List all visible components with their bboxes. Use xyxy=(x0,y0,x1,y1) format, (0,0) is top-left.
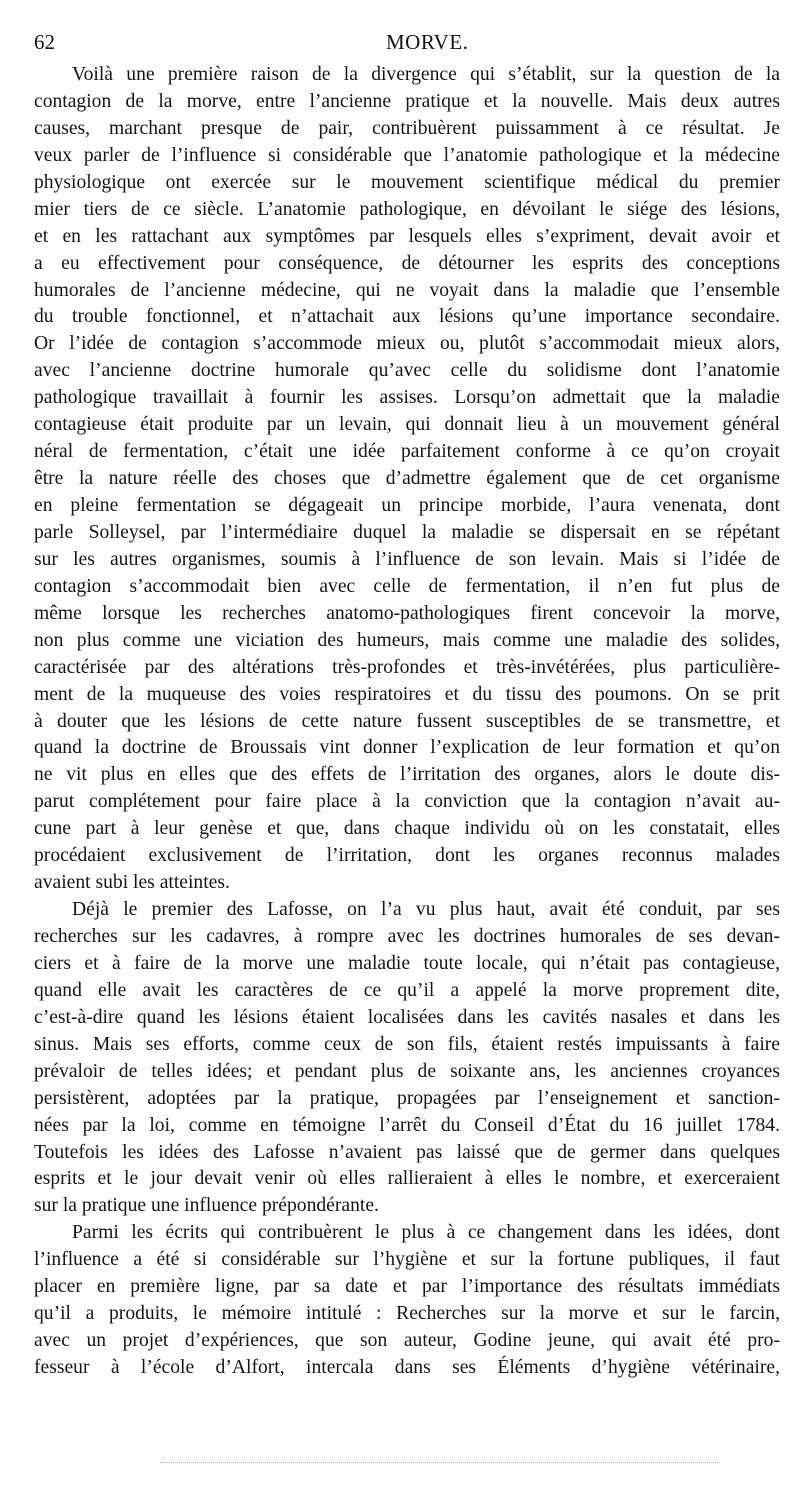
text-line: et en les rattachant aux symptômes par lesquels elles s’expriment, devait avoir et xyxy=(34,225,780,247)
text-line: placer en première ligne, par sa date et par l’importance des résultats immédiats xyxy=(34,1276,780,1298)
text-line: procédaient exclusivement de l’irritation, dont les organes reconnus malades xyxy=(34,845,780,867)
text-line: Déjà le premier des Lafosse, on l’a vu plus haut, avait été conduit, par ses xyxy=(72,899,780,921)
text-line: esprits et le jour devait venir où elles rallieraient à elles le nombre, et exerceraient xyxy=(34,1168,780,1190)
text-line: avec un projet d’expériences, que son auteur, Godine jeune, qui avait été pro- xyxy=(34,1330,780,1352)
text-line: néral de fermentation, c’était une idée parfaitement conforme à ce qu’on croyait xyxy=(34,441,780,463)
text-line: sinus. Mais ses efforts, comme ceux de son fils, étaient restés impuissants à faire xyxy=(34,1033,780,1055)
text-line: physiologique ont exercée sur le mouvement scientifique médical du premier xyxy=(34,171,780,193)
text-line: Or l’idée de contagion s’accommode mieux ou, plutôt s’accommodait mieux alors, xyxy=(34,333,780,355)
text-line: l’influence a été si considérable sur l’hygiène et sur la fortune publiques, il faut xyxy=(34,1249,780,1271)
text-line: fesseur à l’école d’Alfort, intercala dans ses Éléments d’hygiène vétérinaire, xyxy=(34,1357,780,1378)
text-line: pathologique travaillait à fournir les assises. Lorsqu’on admettait que la maladie xyxy=(34,387,780,409)
running-head: MORVE. xyxy=(386,30,469,54)
text-line: à douter que les lésions de cette nature fussent susceptibles de se transmettre, et xyxy=(34,710,780,732)
text-line: cune part à leur genèse et que, dans chaque individu où on les constatait, elles xyxy=(34,818,780,840)
text-line: en pleine fermentation se dégageait un principe morbide, l’aura venenata, dont xyxy=(34,495,780,516)
text-line: ne vit plus en elles que des effets de l’irritation des organes, alors le doute dis- xyxy=(34,764,780,786)
text-line: mier tiers de ce siècle. L’anatomie pathologique, en dévoilant le siége des lésions, xyxy=(34,198,780,220)
text-line: contagion s’accommodait bien avec celle de fermentation, il n’en fut plus de xyxy=(34,575,780,597)
body-text xyxy=(34,62,780,1382)
text-line: Parmi les écrits qui contribuèrent le plus à ce changement dans les idées, dont xyxy=(72,1222,780,1244)
text-line: humorales de l’ancienne médecine, qui ne voyait dans la maladie que l’ensemble xyxy=(34,279,780,301)
text-line: ciers et à faire de la morve une maladie toute locale, qui n’était pas contagieuse, xyxy=(34,952,780,974)
paragraph-1 xyxy=(34,62,780,897)
text-line: prévaloir de telles idées; et pendant plus de soixante ans, les anciennes croyances xyxy=(34,1060,780,1082)
text-line: caractérisée par des altérations très-profondes et très-invétérées, plus particulière- xyxy=(34,656,780,678)
text-line: ment de la muqueuse des voies respiratoires et du tissu des poumons. On se prit xyxy=(34,683,780,705)
text-line: quand elle avait les caractères de ce qu’il a appelé la morve proprement dite, xyxy=(34,979,780,1001)
text-line: parle Solleysel, par l’intermédiaire duquel la maladie se dispersait en se répétant xyxy=(34,521,780,543)
text-line: quand la doctrine de Broussais vint donner l’explication de leur formation et qu’on xyxy=(34,737,780,759)
text-line: Toutefois les idées des Lafosse n’avaient pas laissé que de germer dans quelques xyxy=(34,1141,780,1163)
text-line: Voilà une première raison de la divergence qui s’établit, sur la question de la xyxy=(72,64,780,85)
text-line: avaient subi les atteintes. xyxy=(34,872,230,894)
text-line: recherches sur les cadavres, à rompre avec les doctrines humorales de ses devan- xyxy=(34,926,780,947)
paragraph-3 xyxy=(34,1220,780,1382)
text-line: causes, marchant presque de pair, contribuèrent puissamment à ce résultat. Je xyxy=(34,117,780,139)
text-line: même lorsque les recherches anatomo-pathologiques firent concevoir la morve, xyxy=(34,602,780,624)
page-header xyxy=(34,30,780,58)
text-line: contagion de la morve, entre l’ancienne pratique et la nouvelle. Mais deux autres xyxy=(34,90,780,112)
text-line: veux parler de l’influence si considérable que l’anatomie pathologique et la médecine xyxy=(34,144,780,166)
text-line: parut complétement pour faire place à la conviction que la contagion n’avait au- xyxy=(34,791,780,813)
text-line: a eu effectivement pour conséquence, de détourner les esprits des conceptions xyxy=(34,252,780,274)
text-line: nées par la loi, comme en témoigne l’arrêt du Conseil d’État du 16 juillet 1784. xyxy=(34,1114,780,1136)
text-line: persistèrent, adoptées par la pratique, propagées par l’enseignement et sanction- xyxy=(34,1087,780,1109)
text-line: du trouble fonctionnel, et n’attachait aux lésions qu’une importance secondaire. xyxy=(34,306,780,328)
text-line: contagieuse était produite par un levain, qui donnait lieu à un mouvement général xyxy=(34,414,780,436)
text-line: qu’il a produits, le mémoire intitulé : Recherches sur la morve et sur le farcin, xyxy=(34,1303,780,1325)
paragraph-2 xyxy=(34,897,780,1220)
text-line: sur les autres organismes, soumis à l’influence de son levain. Mais si l’idée de xyxy=(34,548,780,570)
text-line: non plus comme une viciation des humeurs, mais comme une maladie des solides, xyxy=(34,629,780,651)
text-line: c’est-à-dire quand les lésions étaient localisées dans les cavités nasales et dans les xyxy=(34,1006,780,1028)
text-line: être la nature réelle des choses que d’admettre également que de cet organisme xyxy=(34,468,780,490)
text-line: avec l’ancienne doctrine humorale qu’avec celle du solidisme dont l’anatomie xyxy=(34,360,780,382)
footer-dotted-rule xyxy=(160,1462,720,1465)
text-line: sur la pratique une influence prépondérante. xyxy=(34,1195,379,1217)
page-number: 62 xyxy=(34,30,55,54)
